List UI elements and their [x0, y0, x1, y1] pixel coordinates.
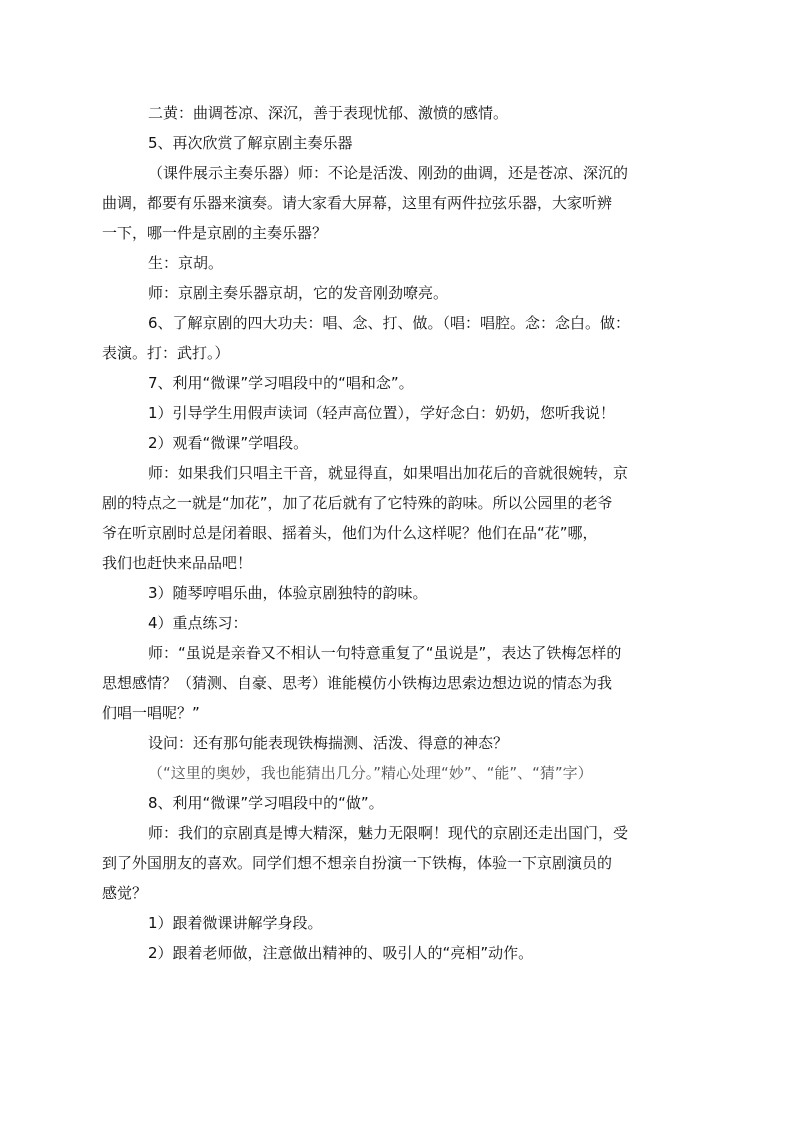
document-body [102, 98, 668, 968]
paragraph-line-27: 感觉？ [102, 884, 148, 902]
paragraph-line-1: 二黄：曲调苍凉、深沉，善于表现忧郁、激愤的感情。 [148, 104, 509, 122]
paragraph-line-19: 师：“虽说是亲眷又不相认一句特意重复了“虽说是”，表达了铁梅怎样的 [148, 644, 622, 662]
paragraph-line-4: 曲调，都要有乐器来演奏。请大家看大屏幕，这里有两件拉弦乐器，大家听辨 [102, 194, 613, 212]
paragraph-line-28: 1）跟着微课讲解学身段。 [148, 914, 323, 932]
paragraph-line-8: 6、了解京剧的四大功夫：唱、念、打、做。（唱：唱腔。念：念白。做： [148, 314, 631, 332]
paragraph-line-18: 4）重点练习： [148, 614, 248, 632]
paragraph-line-23: （“这里的奥妙，我也能猜出几分。”精心处理“妙”、“能”、“猜”字） [148, 764, 593, 782]
paragraph-line-11: 1）引导学生用假声读词（轻声高位置），学好念白：奶奶，您听我说！ [148, 404, 616, 422]
paragraph-line-10: 7、利用“微课”学习唱段中的“唱和念”。 [148, 374, 414, 392]
paragraph-line-15: 爷在听京剧时总是闭着眼、摇着头，他们为什么这样呢？他们在品“花”哪， [102, 524, 598, 542]
paragraph-line-21: 们唱一唱呢？” [102, 704, 200, 722]
paragraph-line-24: 8、利用“微课”学习唱段中的“做”。 [148, 794, 384, 812]
paragraph-line-12: 2）观看“微课”学唱段。 [148, 434, 309, 452]
paragraph-line-5: 一下，哪一件是京剧的主奏乐器？ [102, 224, 328, 242]
paragraph-line-17: 3）随琴哼唱乐曲，体验京剧独特的韵味。 [148, 584, 428, 602]
paragraph-line-25: 师：我们的京剧真是博大精深，魅力无限啊！现代的京剧还走出国门，受 [148, 824, 629, 842]
paragraph-line-29: 2）跟着老师做，注意做出精神的、吸引人的“亮相”动作。 [148, 944, 534, 962]
paragraph-line-16: 我们也赶快来品品吧！ [102, 554, 253, 572]
paragraph-line-14: 剧的特点之一就是“加花”，加了花后就有了它特殊的韵味。所以公园里的老爷 [102, 494, 613, 512]
paragraph-line-22: 设问：还有那句能表现铁梅揣测、活泼、得意的神态？ [148, 734, 509, 752]
paragraph-line-7: 师：京剧主奏乐器京胡，它的发音刚劲嘹亮。 [148, 284, 449, 302]
paragraph-line-3: （课件展示主奏乐器）师：不论是活泼、刚劲的曲调，还是苍凉、深沉的 [148, 164, 629, 182]
paragraph-line-26: 到了外国朋友的喜欢。同学们想不想亲自扮演一下铁梅，体验一下京剧演员的 [102, 854, 613, 872]
paragraph-line-9: 表演。打：武打。） [102, 344, 230, 362]
paragraph-line-2: 5、再次欣赏了解京剧主奏乐器 [148, 134, 353, 152]
paragraph-line-6: 生：京胡。 [148, 254, 224, 272]
paragraph-line-13: 师：如果我们只唱主干音，就显得直，如果唱出加花后的音就很婉转，京 [148, 464, 629, 482]
paragraph-line-20: 思想感情？（猜测、自豪、思考）谁能模仿小铁梅边思索边想边说的情态为我 [102, 674, 613, 692]
